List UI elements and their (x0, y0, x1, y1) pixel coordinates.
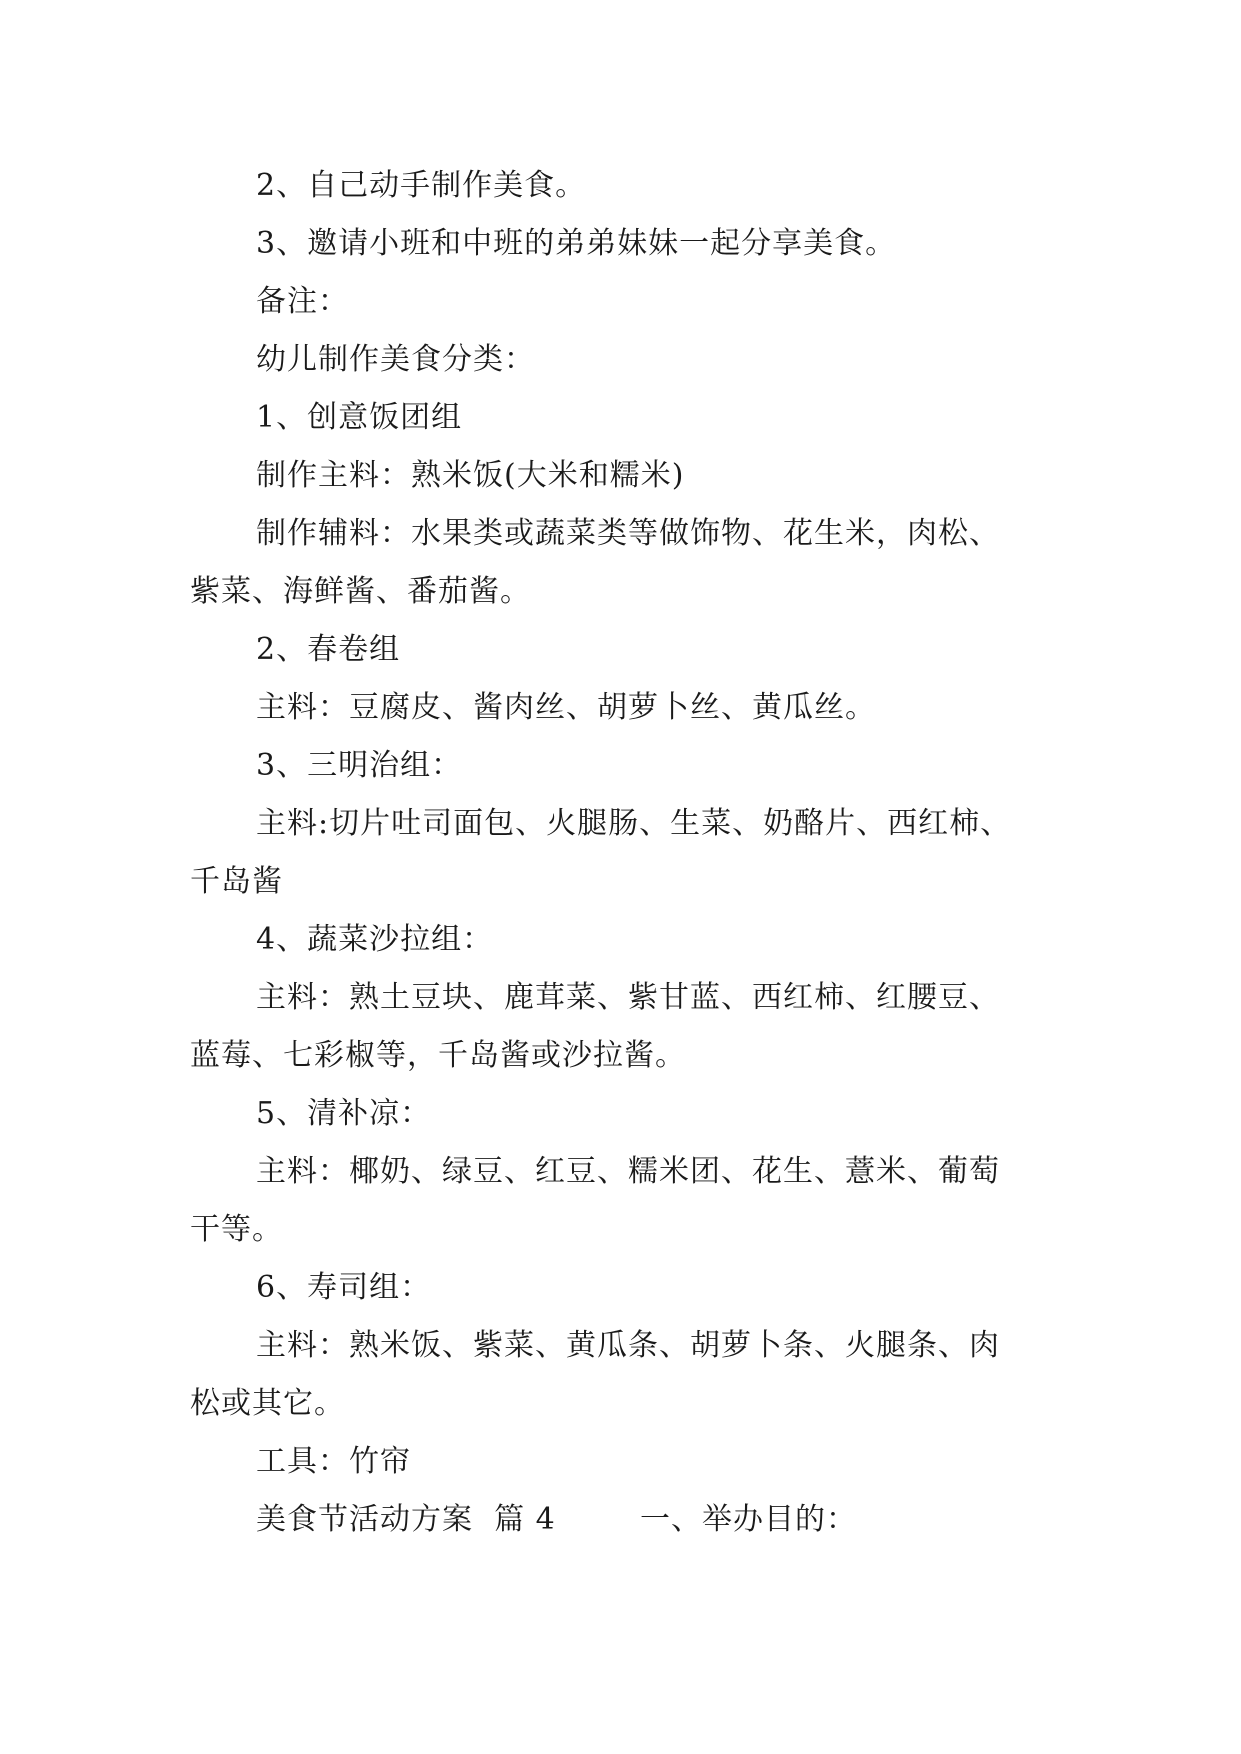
text-line: 主料:切片吐司面包、火腿肠、生菜、奶酪片、西红柿、 (256, 806, 1012, 841)
text-line: 备注： (256, 284, 349, 319)
text-line: 5、清补凉： (256, 1096, 432, 1131)
text-line: 制作主料：熟米饭(大米和糯米) (256, 458, 685, 493)
text-line: 2、春卷组 (256, 632, 401, 667)
text-line: 工具：竹帘 (256, 1444, 411, 1479)
text-line: 蓝莓、七彩椒等，千岛酱或沙拉酱。 (190, 1038, 686, 1073)
text-line: 1、创意饭团组 (256, 400, 463, 435)
text-line: 6、寿司组： (256, 1270, 432, 1305)
text-line: 2、自己动手制作美食。 (256, 168, 587, 203)
text-line: 3、邀请小班和中班的弟弟妹妹一起分享美食。 (256, 226, 897, 261)
text-line: 主料：熟米饭、紫菜、黄瓜条、胡萝卜条、火腿条、肉 (256, 1328, 1000, 1363)
text-line: 主料：熟土豆块、鹿茸菜、紫甘蓝、西红柿、红腰豆、 (256, 980, 1000, 1015)
text-line: 千岛酱 (190, 864, 283, 899)
text-line: 4、蔬菜沙拉组： (256, 922, 494, 957)
text-line: 主料：豆腐皮、酱肉丝、胡萝卜丝、黄瓜丝。 (256, 690, 876, 725)
text-line: 幼儿制作美食分类： (256, 342, 535, 377)
text-line: 干等。 (190, 1212, 283, 1247)
text-line: 3、三明治组： (256, 748, 463, 783)
text-line: 美食节活动方案 篇 4 一、举办目的： (256, 1502, 857, 1537)
text-line: 紫菜、海鲜酱、番茄酱。 (190, 574, 531, 609)
text-line: 主料：椰奶、绿豆、红豆、糯米团、花生、薏米、葡萄 (256, 1154, 1000, 1189)
text-line: 松或其它。 (190, 1386, 345, 1421)
text-line: 制作辅料：水果类或蔬菜类等做饰物、花生米，肉松、 (256, 516, 1000, 551)
